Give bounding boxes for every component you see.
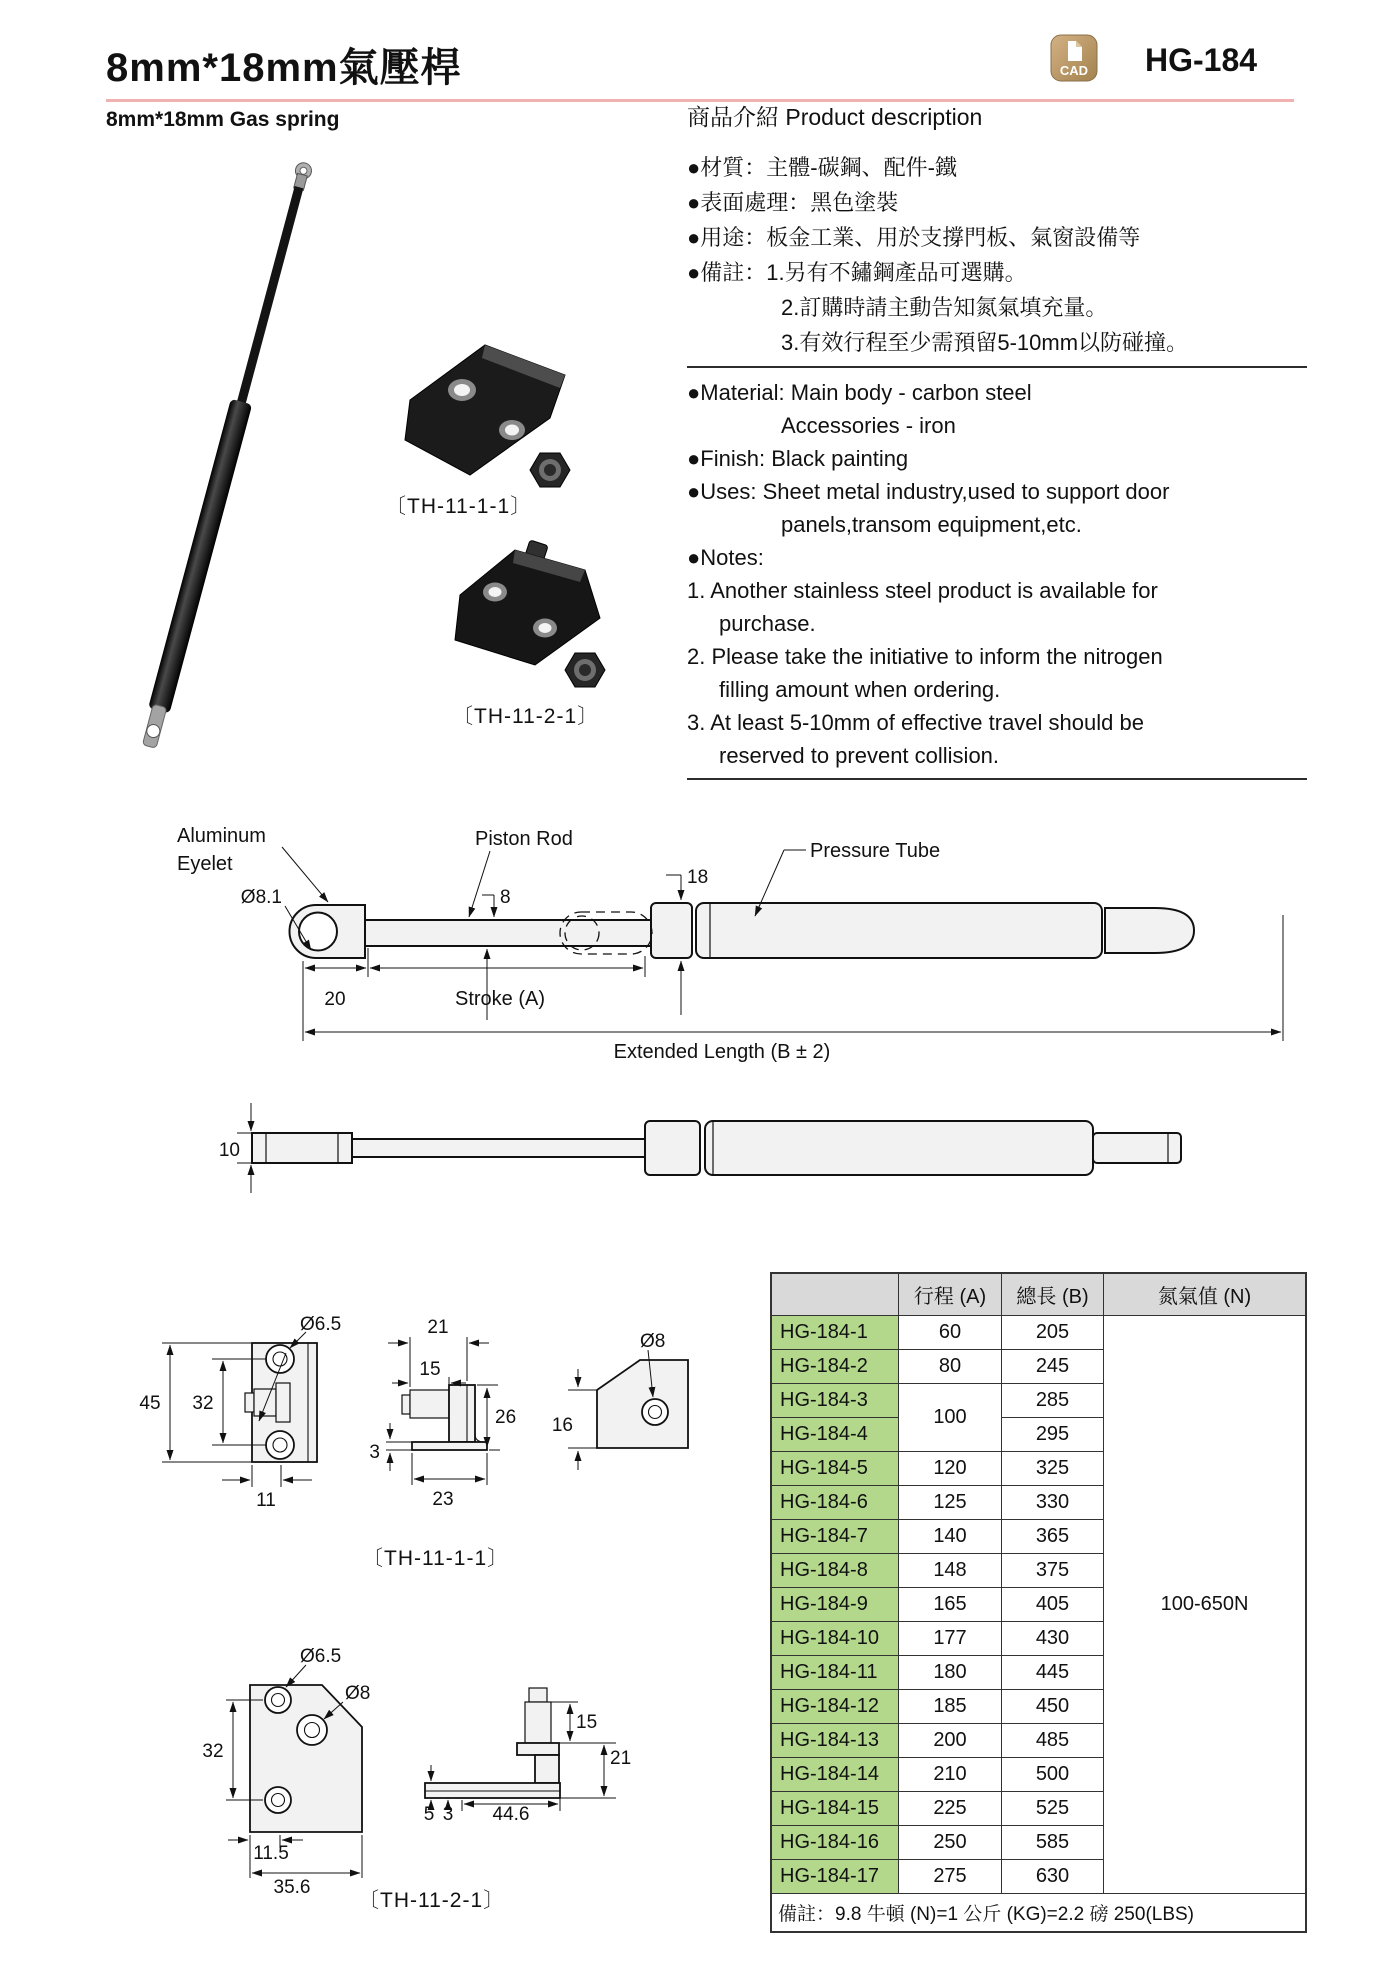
dim-3: 3 xyxy=(369,1442,380,1463)
stroke-cell: 80 xyxy=(899,1350,1002,1384)
table-footer-note: 備註：9.8 牛頓 (N)=1 公斤 (KG)=2.2 磅 250(LBS) xyxy=(771,1894,1306,1933)
dim-eyelet-diameter: Ø8.1 xyxy=(240,887,282,908)
dim-stud-diameter: Ø8 xyxy=(640,1331,666,1352)
dim-21: 21 xyxy=(610,1748,632,1769)
dim-stroke: Stroke (A) xyxy=(454,988,546,1010)
stroke-cell: 60 xyxy=(899,1316,1002,1350)
hex-nut-icon xyxy=(565,653,605,687)
label-pressure-tube: Pressure Tube xyxy=(810,840,941,862)
col-nitrogen: 氮氣值 (N) xyxy=(1104,1273,1307,1316)
label-piston-rod: Piston Rod xyxy=(475,828,573,850)
diagram-extended xyxy=(130,815,1300,1070)
description-divider xyxy=(687,366,1307,368)
stroke-cell: 148 xyxy=(899,1554,1002,1588)
dim-15: 15 xyxy=(419,1359,441,1380)
total-length-cell: 525 xyxy=(1002,1792,1104,1826)
photo-caption-th1121: 〔TH-11-2-1〕 xyxy=(452,705,600,728)
description-line: purchase. xyxy=(719,611,816,636)
description-line: panels,transom equipment,etc. xyxy=(781,512,1082,537)
total-length-cell: 330 xyxy=(1002,1486,1104,1520)
dim-45: 45 xyxy=(139,1393,161,1414)
model-cell: HG-184-2 xyxy=(771,1350,899,1384)
description-line: 3.有效行程至少需預留5-10mm以防碰撞。 xyxy=(781,330,1189,355)
stroke-cell: 250 xyxy=(899,1826,1002,1860)
description-zh-list xyxy=(687,150,1307,360)
total-length-cell: 365 xyxy=(1002,1520,1104,1554)
dim-23: 23 xyxy=(432,1489,454,1510)
description-en-list xyxy=(687,376,1307,772)
model-cell: HG-184-3 xyxy=(771,1384,899,1418)
description-line: ●材質：主體-碳鋼、配件-鐵 xyxy=(687,155,957,180)
dim-rod-diameter: 8 xyxy=(500,887,511,908)
total-length-cell: 295 xyxy=(1002,1418,1104,1452)
total-length-cell: 500 xyxy=(1002,1758,1104,1792)
dim-32: 32 xyxy=(192,1393,214,1414)
description-line: 2.訂購時請主動告知氮氣填充量。 xyxy=(781,295,1108,320)
description-line: ●Notes: xyxy=(687,545,764,570)
total-length-cell: 485 xyxy=(1002,1724,1104,1758)
description-line: ●Material: Main body - carbon steel xyxy=(687,380,1032,405)
dim-stud-diameter: Ø8 xyxy=(345,1683,371,1704)
description-line: ●表面處理：黑色塗裝 xyxy=(687,190,899,215)
gas-spring-outline xyxy=(290,903,1195,958)
stroke-cell: 165 xyxy=(899,1588,1002,1622)
stroke-cell: 177 xyxy=(899,1622,1002,1656)
total-length-cell: 585 xyxy=(1002,1826,1104,1860)
model-cell: HG-184-4 xyxy=(771,1418,899,1452)
spec-row xyxy=(771,1316,1306,1350)
hex-nut-icon xyxy=(530,453,570,487)
product-code: HG-184 xyxy=(1145,42,1258,78)
drawing-caption-th1111: 〔TH-11-1-1〕 xyxy=(362,1547,510,1570)
dim-11-5: 11.5 xyxy=(253,1843,289,1864)
bracket-photo-th1111 xyxy=(405,345,570,487)
description-heading: 商品介紹 Product description xyxy=(687,104,983,130)
dim-26: 26 xyxy=(495,1407,517,1428)
description-line: filling amount when ordering. xyxy=(719,677,1001,702)
stroke-cell: 100 xyxy=(899,1384,1002,1452)
total-length-cell: 630 xyxy=(1002,1860,1104,1894)
photo-caption-th1111: 〔TH-11-1-1〕 xyxy=(385,495,533,518)
dim-tube-diameter: 18 xyxy=(687,867,709,888)
spec-table-body xyxy=(771,1316,1306,1894)
total-length-cell: 325 xyxy=(1002,1452,1104,1486)
stroke-cell: 180 xyxy=(899,1656,1002,1690)
spec-header-row xyxy=(771,1273,1306,1316)
description-divider xyxy=(687,778,1307,780)
description-line: 3. At least 5-10mm of effective travel should be xyxy=(687,710,1144,735)
dim-15: 15 xyxy=(576,1712,598,1733)
dim-5: 5 xyxy=(423,1804,435,1825)
model-cell: HG-184-9 xyxy=(771,1588,899,1622)
dim-rod-end-diameter: 10 xyxy=(218,1140,240,1161)
total-length-cell: 445 xyxy=(1002,1656,1104,1690)
dim-35-6: 35.6 xyxy=(273,1877,311,1898)
nitrogen-value-cell: 100-650N xyxy=(1104,1316,1307,1894)
col-total-length: 總長 (B) xyxy=(1002,1273,1104,1316)
cad-badge-label: CAD xyxy=(1059,63,1089,78)
model-cell: HG-184-8 xyxy=(771,1554,899,1588)
total-length-cell: 285 xyxy=(1002,1384,1104,1418)
drawing-th1121 xyxy=(140,1630,700,1900)
cad-download-icon[interactable] xyxy=(1050,34,1098,82)
label-aluminum-eyelet: Aluminum xyxy=(177,825,266,847)
dim-eyelet-length: 20 xyxy=(324,989,346,1010)
total-length-cell: 450 xyxy=(1002,1690,1104,1724)
diagram-compressed xyxy=(140,1095,1250,1205)
drawing-caption-th1121: 〔TH-11-2-1〕 xyxy=(358,1889,506,1912)
page-subtitle: 8mm*18mm Gas spring xyxy=(106,108,340,131)
dim-44-6: 44.6 xyxy=(492,1804,530,1825)
label-aluminum-eyelet: Eyelet xyxy=(177,853,233,875)
product-photos xyxy=(100,140,660,755)
model-cell: HG-184-5 xyxy=(771,1452,899,1486)
stroke-cell: 185 xyxy=(899,1690,1002,1724)
model-cell: HG-184-17 xyxy=(771,1860,899,1894)
product-description xyxy=(687,102,1307,788)
model-cell: HG-184-12 xyxy=(771,1690,899,1724)
description-line: ●Uses: Sheet metal industry,used to support door xyxy=(687,479,1170,504)
description-line: reserved to prevent collision. xyxy=(719,743,1000,768)
description-line: ●用途：板金工業、用於支撐門板、氣窗設備等 xyxy=(687,225,1141,250)
stroke-cell: 125 xyxy=(899,1486,1002,1520)
stroke-cell: 140 xyxy=(899,1520,1002,1554)
stroke-cell: 275 xyxy=(899,1860,1002,1894)
model-cell: HG-184-7 xyxy=(771,1520,899,1554)
model-cell: HG-184-6 xyxy=(771,1486,899,1520)
description-line: 2. Please take the initiative to inform the nitrogen xyxy=(687,644,1163,669)
model-cell: HG-184-1 xyxy=(771,1316,899,1350)
model-cell: HG-184-10 xyxy=(771,1622,899,1656)
dim-16: 16 xyxy=(551,1415,573,1436)
description-line: ●備註：1.另有不鏽鋼產品可選購。 xyxy=(687,260,1027,285)
gas-spring-outline xyxy=(252,1121,1181,1175)
model-cell: HG-184-11 xyxy=(771,1656,899,1690)
stroke-cell: 200 xyxy=(899,1724,1002,1758)
model-cell: HG-184-15 xyxy=(771,1792,899,1826)
stroke-cell: 120 xyxy=(899,1452,1002,1486)
total-length-cell: 205 xyxy=(1002,1316,1104,1350)
total-length-cell: 245 xyxy=(1002,1350,1104,1384)
col-stroke: 行程 (A) xyxy=(899,1273,1002,1316)
total-length-cell: 405 xyxy=(1002,1588,1104,1622)
stroke-cell: 225 xyxy=(899,1792,1002,1826)
model-cell: HG-184-14 xyxy=(771,1758,899,1792)
stroke-cell: 210 xyxy=(899,1758,1002,1792)
dim-hole-diameter: Ø6.5 xyxy=(300,1646,342,1667)
model-cell: HG-184-13 xyxy=(771,1724,899,1758)
dim-extended-length: Extended Length (B ± 2) xyxy=(613,1041,831,1063)
total-length-cell: 375 xyxy=(1002,1554,1104,1588)
bracket-photo-th1121 xyxy=(455,540,605,687)
dim-32: 32 xyxy=(202,1741,224,1762)
description-line: ●Finish: Black pain​ting xyxy=(687,446,909,471)
dim-21: 21 xyxy=(427,1317,449,1338)
spec-table xyxy=(770,1272,1307,1933)
dim-11: 11 xyxy=(256,1490,276,1511)
col-model xyxy=(771,1273,899,1316)
gas-spring-photo xyxy=(139,160,317,749)
spec-footer-row xyxy=(771,1894,1306,1933)
model-cell: HG-184-16 xyxy=(771,1826,899,1860)
description-line: 1. Another stainless steel product is available for xyxy=(687,578,1158,603)
total-length-cell: 430 xyxy=(1002,1622,1104,1656)
description-line: Accessories - iron xyxy=(781,413,956,438)
dim-hole-diameter: Ø6.5 xyxy=(300,1314,342,1335)
dim-3: 3 xyxy=(442,1804,454,1825)
page-title: 8mm*18mm氣壓桿 xyxy=(106,46,462,90)
